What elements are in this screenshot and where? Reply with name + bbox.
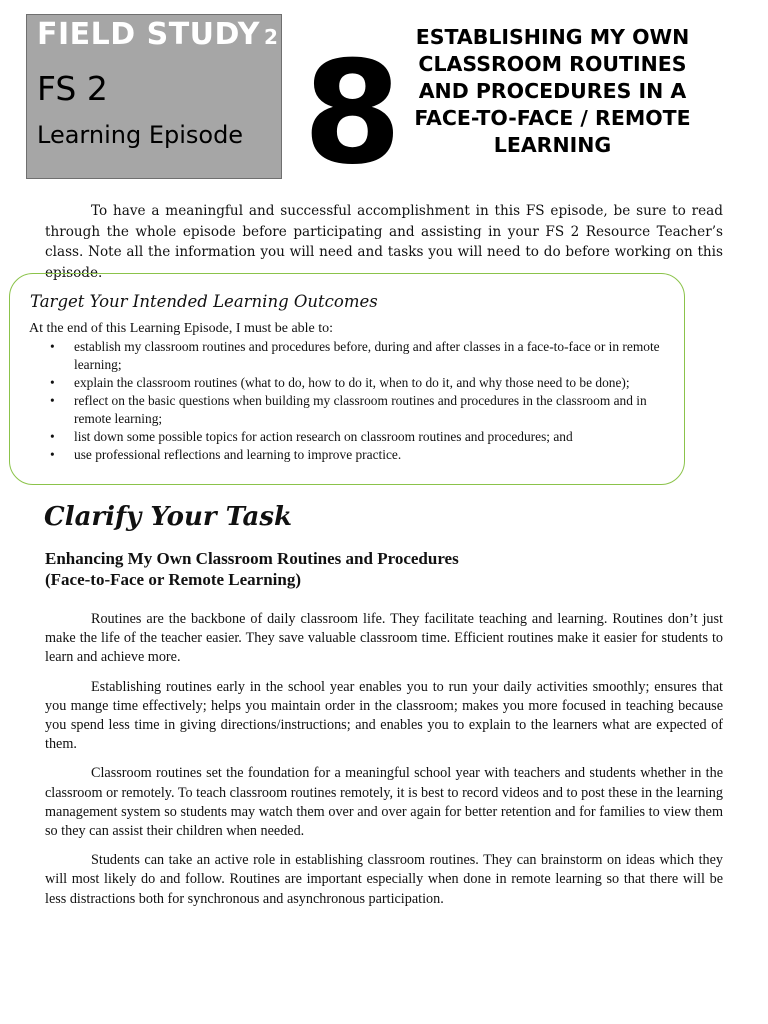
task-subheading-line2: (Face-to-Face or Remote Learning) xyxy=(45,570,301,589)
header-panel xyxy=(26,14,282,179)
outcome-text: explain the classroom routines (what to do, how to do it, when to do it, and why those need to be done); xyxy=(74,375,630,390)
bullet-icon: • xyxy=(50,429,55,444)
task-subheading-line1: Enhancing My Own Classroom Routines and Procedures xyxy=(45,549,459,568)
bullet-icon: • xyxy=(50,447,55,462)
learning-outcomes-box xyxy=(9,273,685,485)
body-paragraph: Routines are the backbone of daily classroom life. They facilitate teaching and learning. Routines don’t just make the life of the teacher easier. They save valuable classroom time. Efficient routines make it easier for students to learn and achieve more. xyxy=(45,611,723,666)
episode-title: ESTABLISHING MY OWN CLASSROOM ROUTINES AND PROCEDURES IN A FACE-TO-FACE / REMOTE LEARNING xyxy=(414,25,691,157)
list-item xyxy=(37,446,667,464)
field-study-number: 2 xyxy=(264,25,279,49)
body-paragraph: Students can take an active role in establishing classroom routines. They can brainstorm on ideas which they will most likely do and follow. Routines are important especially when done in remote learning so that there will be less distractions both for synchronous and asynchronous participation. xyxy=(45,852,723,907)
field-study-label xyxy=(37,17,278,52)
clarify-heading: Clarify Your Task xyxy=(44,502,292,532)
outcomes-title: Target Your Intended Learning Outcomes xyxy=(30,292,378,311)
intro-paragraph xyxy=(45,201,723,283)
outcome-text: use professional reflections and learning to improve practice. xyxy=(74,447,402,462)
outcomes-list xyxy=(37,338,667,464)
body-text xyxy=(45,610,723,919)
body-paragraph: Classroom routines set the foundation for a meaningful school year with teachers and students whether in the classroom or remotely. To teach classroom routines remotely, it is best to record videos and to post these in the learning management system so students may watch them over and over again for better retention and for families to view them so they can assist their children when needed. xyxy=(45,765,723,840)
bullet-icon: • xyxy=(50,393,55,408)
outcome-text: establish my classroom routines and procedures before, during and after classes in a face-to-face or in remote learning; xyxy=(74,339,660,372)
bullet-icon: • xyxy=(50,375,55,390)
bullet-icon: • xyxy=(50,339,55,354)
course-code: FS 2 xyxy=(37,69,108,108)
outcomes-lead: At the end of this Learning Episode, I must be able to: xyxy=(29,321,334,336)
body-paragraph: Establishing routines early in the school year enables you to run your daily activities smoothly; ensures that you mange time effectively; helps you maintain order in the classroom; makes you more focused in teaching because you spend less time in giving directions/instructions; and enables you to explain to the learners what are expected of them. xyxy=(45,678,723,753)
episode-label: Learning Episode xyxy=(37,121,244,149)
task-subheading xyxy=(45,548,459,590)
intro-text: To have a meaningful and successful accomplishment in this FS episode, be sure to read through the whole episode before participating and assisting in your FS 2 Resource Teacher’s class. Note all the information you will need and tasks you will need to do before working on this episode. xyxy=(45,203,723,281)
list-item xyxy=(37,374,667,392)
outcome-text: list down some possible topics for action research on classroom routines and procedures; and xyxy=(74,429,573,444)
list-item xyxy=(37,392,667,428)
list-item xyxy=(37,428,667,446)
list-item xyxy=(37,338,667,374)
episode-number: 8 xyxy=(303,31,402,196)
outcome-text: reflect on the basic questions when building my classroom routines and procedures in the classroom and in remote learning; xyxy=(74,393,647,426)
field-study-text: FIELD STUDY xyxy=(37,17,260,52)
